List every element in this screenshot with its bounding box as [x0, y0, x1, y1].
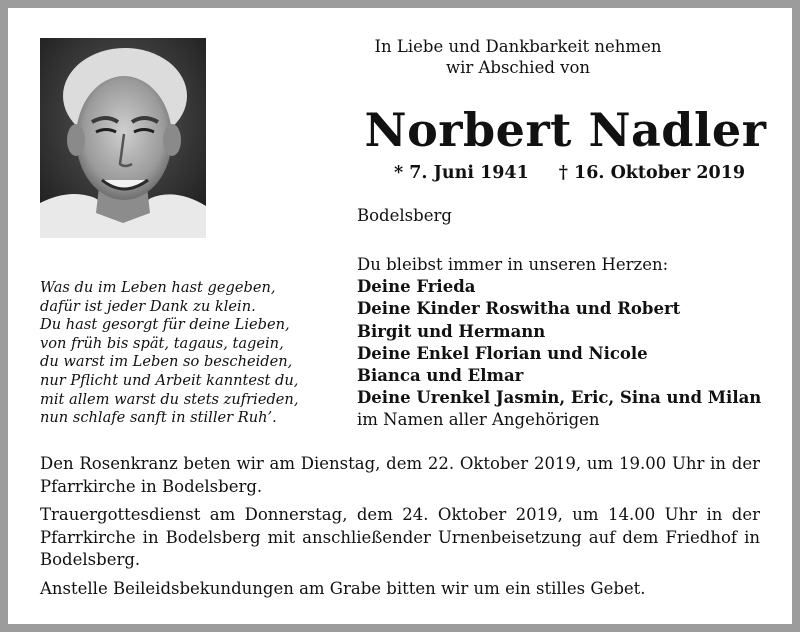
family-member-line: Deine Urenkel Jasmin, Eric, Sina und Milan: [357, 388, 762, 408]
memorial-poem: [40, 279, 330, 428]
poem-line: mit allem warst du stets zufrieden,: [40, 390, 299, 408]
poem-line: Was du im Leben hast gegeben,: [40, 279, 276, 296]
family-member-line: Birgit und Hermann: [357, 321, 546, 341]
poem-line: nur Pflicht und Arbeit kanntest du,: [40, 371, 299, 389]
family-member-line: Deine Kinder Roswitha und Robert: [357, 299, 681, 319]
poem-line: du warst im Leben so bescheiden,: [40, 353, 293, 371]
poem-line: Du hast gesorgt für deine Lieben,: [40, 316, 290, 334]
residence-place: Bodelsberg: [357, 206, 452, 225]
deceased-name: Norbert Nadler: [364, 103, 767, 157]
death-date: † 16. Oktober 2019: [558, 163, 746, 183]
intro-line-2: wir Abschied von: [445, 58, 591, 77]
life-dates: [394, 161, 745, 185]
family-member-line: Bianca und Elmar: [357, 366, 524, 386]
rosary-notice: Den Rosenkranz beten wir am Dienstag, dem 22. Oktober 2019, um 19.00 Uhr in der Pfarrkirche in Bodelsberg.: [40, 454, 760, 496]
family-member-line: Deine Frieda: [357, 277, 476, 297]
poem-line: nun schlafe sanft in stiller Ruh’.: [40, 409, 277, 427]
family-closing: im Namen aller Angehörigen: [357, 410, 600, 430]
intro-text: [353, 36, 683, 78]
poem-line: von früh bis spät, tagaus, tagein,: [40, 334, 284, 352]
portrait-photo: [40, 38, 206, 238]
poem-line: dafür ist jeder Dank zu klein.: [40, 297, 256, 315]
funeral-service-notice: Trauergottesdienst am Donnerstag, dem 24. Oktober 2019, um 14.00 Uhr in der Pfarrkirche in Bodelsberg mit anschließender Urnenbeisetzung auf dem Friedhof in Bodelsberg.: [40, 505, 760, 569]
intro-line-1: In Liebe und Dankbarkeit nehmen: [374, 37, 662, 56]
obituary-content: [8, 8, 792, 624]
family-section: [357, 254, 761, 432]
family-member-line: Deine Enkel Florian und Nicole: [357, 343, 648, 363]
condolence-notice: Anstelle Beileidsbekundungen am Grabe bitten wir um ein stilles Gebet.: [40, 578, 646, 598]
family-heading: Du bleibst immer in unseren Herzen:: [357, 255, 669, 274]
birth-date: * 7. Juni 1941: [394, 163, 529, 183]
service-notices: [40, 453, 760, 606]
